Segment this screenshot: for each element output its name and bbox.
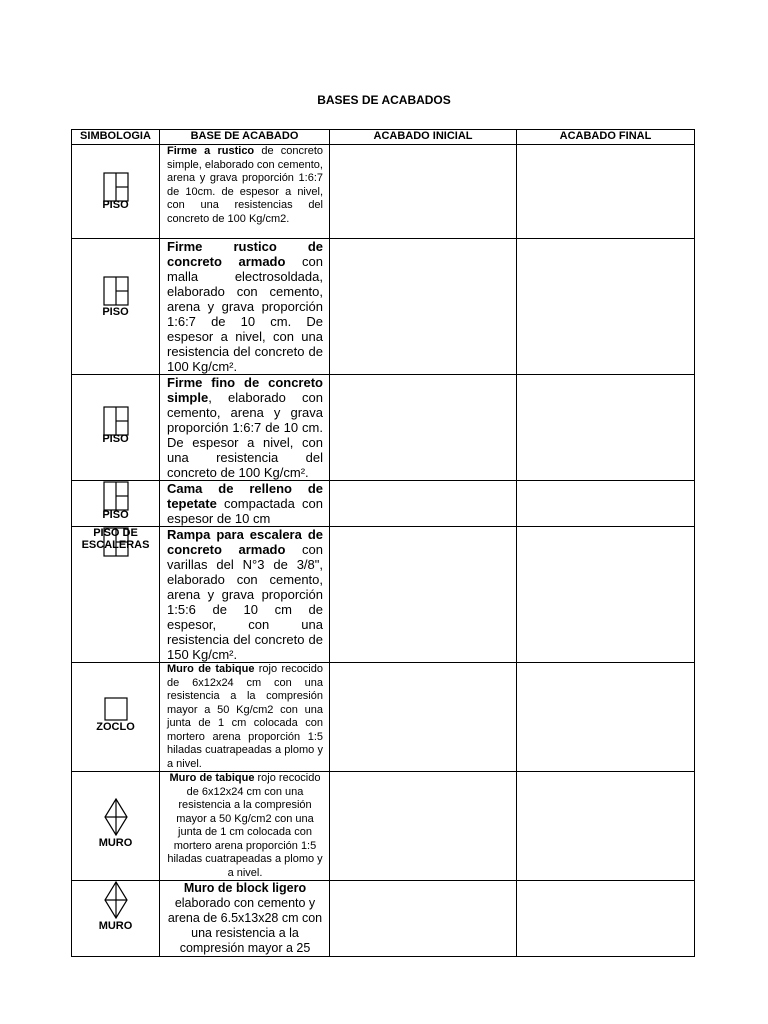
finishes-table	[71, 129, 695, 957]
header-base: BASE DE ACABADO	[160, 130, 330, 145]
acabado-final-cell	[517, 881, 695, 957]
table-row	[72, 145, 695, 239]
description-text: rojo recocido de 6x12x24 cm con una resistencia a la compresión mayor a 50 Kg/cm2 con una junta de 1 cm colocada con mortero arena proporción 1:5 hiladas cuatrapeadas a plomo y a nivel.	[167, 772, 323, 879]
description-text: , elaborado con cemento, arena y grava proporción 1:6:7 de 10 cm. De espesor a nivel, con una resistencia del concreto de 100 Kg/cm².	[167, 390, 323, 480]
header-row	[72, 130, 695, 145]
acabado-inicial-cell	[330, 881, 517, 957]
symbol-cell	[72, 527, 160, 663]
acabado-inicial-cell	[330, 145, 517, 239]
diamond-icon	[104, 798, 128, 836]
description-bold: Firme fino de concreto simple	[167, 375, 323, 405]
description-cell	[160, 239, 330, 375]
acabado-final-cell	[517, 145, 695, 239]
symbol-label: PISO	[102, 433, 129, 445]
description-cell	[160, 663, 330, 772]
symbol-cell	[72, 239, 160, 375]
table-row	[72, 239, 695, 375]
table-row	[72, 375, 695, 481]
symbol-label: PISO	[102, 306, 129, 318]
description-bold: Cama de relleno de tepetate	[167, 481, 323, 511]
symbol-cell	[72, 881, 160, 957]
table-row	[72, 772, 695, 881]
acabado-inicial-cell	[330, 663, 517, 772]
description-bold: Firme rustico de concreto armado	[167, 239, 323, 269]
description-text: compactada con espesor de 10 cm	[167, 496, 323, 526]
description-text: elaborado con cemento y arena de 6.5x13x28 cm con una resistencia a la compresión mayor a 25	[167, 896, 323, 955]
header-simbologia: SIMBOLOGIA	[72, 130, 160, 145]
floor-plan-icon	[103, 406, 129, 436]
table-row	[72, 481, 695, 527]
header-inicial: ACABADO INICIAL	[330, 130, 517, 145]
table-row	[72, 527, 695, 663]
description-bold: Firme a rustico	[167, 145, 255, 157]
symbol-label: MURO	[98, 920, 133, 932]
description-cell	[160, 527, 330, 663]
table-row	[72, 881, 695, 957]
acabado-final-cell	[517, 772, 695, 881]
symbol-label: PISO DE ESCALERAS	[81, 527, 150, 551]
acabado-final-cell	[517, 663, 695, 772]
floor-plan-icon	[103, 276, 129, 306]
floor-plan-icon	[103, 172, 129, 202]
description-bold: Muro de tabique	[167, 663, 255, 675]
symbol-cell	[72, 663, 160, 772]
description-cell	[160, 772, 330, 881]
acabado-final-cell	[517, 375, 695, 481]
table-row	[72, 663, 695, 772]
acabado-inicial-cell	[330, 481, 517, 527]
symbol-cell	[72, 481, 160, 527]
diamond-icon	[104, 881, 128, 919]
description-text: rojo recocido de 6x12x24 cm con una resistencia a la compresión mayor a 50 Kg/cm2 con una junta de 1 cm colocada con mortero arena proporción 1:5 hiladas cuatrapeadas a plomo y a nivel.	[167, 663, 323, 770]
description-cell	[160, 481, 330, 527]
acabado-inicial-cell	[330, 772, 517, 881]
symbol-cell	[72, 772, 160, 881]
symbol-cell	[72, 375, 160, 481]
symbol-label: PISO	[102, 199, 129, 211]
description-cell	[160, 145, 330, 239]
symbol-label: PISO	[102, 509, 129, 521]
square-icon	[104, 697, 128, 721]
description-text: con varillas del N°3 de 3/8", elaborado con cemento, arena y grava proporción 1:5:6 de 10 cm de espesor, con una resistencia del concreto de 150 Kg/cm².	[167, 542, 323, 662]
description-cell	[160, 881, 330, 957]
description-text: con malla electrosoldada, elaborado con cemento, arena y grava proporción 1:6:7 de 10 cm. De espesor a nivel, con una resistencia del concreto de 100 Kg/cm².	[167, 254, 323, 374]
acabado-final-cell	[517, 239, 695, 375]
acabado-final-cell	[517, 481, 695, 527]
floor-plan-icon	[103, 481, 129, 511]
symbol-label: ZOCLO	[96, 721, 135, 733]
description-text: de concreto simple, elaborado con cemento, arena y grava proporción 1:6:7 de 10cm. de espesor a nivel, con una resistencias del concreto de 100 Kg/cm2.	[167, 145, 323, 225]
header-final: ACABADO FINAL	[517, 130, 695, 145]
description-bold: Muro de block ligero	[183, 881, 307, 895]
acabado-inicial-cell	[330, 239, 517, 375]
symbol-cell	[72, 145, 160, 239]
page-title: BASES DE ACABADOS	[317, 93, 451, 107]
acabado-inicial-cell	[330, 527, 517, 663]
symbol-label: MURO	[98, 837, 133, 849]
acabado-inicial-cell	[330, 375, 517, 481]
description-bold: Rampa para escalera de concreto armado	[167, 527, 323, 557]
description-cell	[160, 375, 330, 481]
acabado-final-cell	[517, 527, 695, 663]
description-bold: Muro de tabique	[169, 772, 255, 784]
